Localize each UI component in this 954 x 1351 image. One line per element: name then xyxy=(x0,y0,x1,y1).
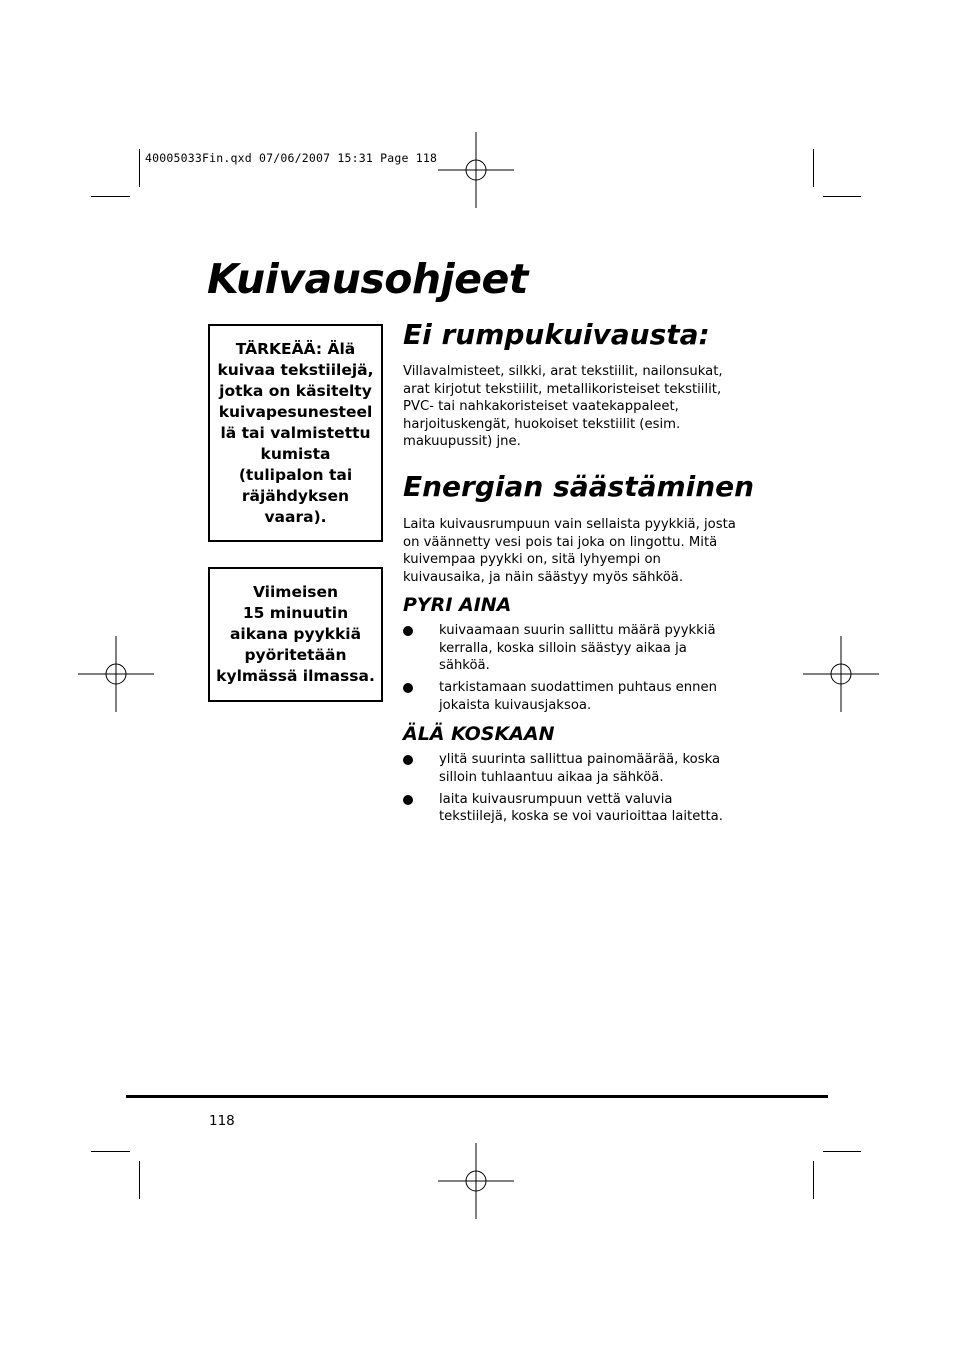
text-line: laita kuivausrumpuun vettä valuvia xyxy=(439,791,673,807)
tip-line: aikana pyykkiä xyxy=(229,625,362,643)
list-item xyxy=(403,791,748,826)
tip-line: kylmässä ilmassa. xyxy=(216,667,375,685)
no-tumble-text xyxy=(403,363,748,451)
warning-line: vaara). xyxy=(264,508,327,526)
warning-line: räjähdyksen xyxy=(241,487,350,505)
tip-line: 15 minuutin xyxy=(242,604,349,622)
text-line: kuivausaika, ja näin säästyy myös sähköä. xyxy=(403,569,684,585)
registration-mark-bottom xyxy=(438,1143,514,1219)
text-line: kerralla, koska silloin säästyy aikaa ja xyxy=(439,640,687,656)
warning-line: jotka on käsitelty xyxy=(219,382,372,400)
text-line: sähköä. xyxy=(439,658,490,674)
text-line: harjoituskengät, huokoiset tekstiilit (esim. xyxy=(403,416,681,432)
footer-rule xyxy=(126,1095,828,1098)
text-line: tarkistamaan suodattimen puhtaus ennen xyxy=(439,680,717,696)
text-line: on väännetty vesi pois tai joka on lingottu. Mitä xyxy=(403,534,718,550)
list-item xyxy=(403,622,748,675)
list-item xyxy=(403,679,748,714)
page-number: 118 xyxy=(209,1113,235,1129)
warning-line: kuivapesunesteel xyxy=(218,403,373,421)
text-line: Laita kuivausrumpuun vain sellaista pyykkiä, josta xyxy=(403,517,736,532)
registration-mark-top xyxy=(438,132,514,208)
subheading-never: ÄLÄ KOSKAAN xyxy=(403,723,555,745)
page-title: Kuivausohjeet xyxy=(207,255,528,303)
warning-line: kuivaa tekstiilejä, xyxy=(217,361,374,379)
text-line: kuivempaa pyykki on, sitä lyhyempi on xyxy=(403,552,661,568)
never-list xyxy=(403,751,748,830)
section-heading-energy: Energian säästäminen xyxy=(403,470,755,503)
tip-box xyxy=(208,567,383,702)
section-heading-no-tumble: Ei rumpukuivausta: xyxy=(403,318,710,351)
subheading-always: PYRI AINA xyxy=(403,594,512,616)
text-line: jokaista kuivausjaksoa. xyxy=(439,697,592,713)
text-line: ylitä suurinta sallittua painomäärää, koska xyxy=(439,752,721,767)
tip-line: Viimeisen xyxy=(252,583,339,601)
list-item xyxy=(403,751,748,786)
text-line: PVC- tai nahkakoristeiset vaatekappaleet, xyxy=(403,399,679,415)
bullet-icon xyxy=(403,626,413,636)
registration-mark-right xyxy=(803,636,879,712)
warning-box xyxy=(208,324,383,542)
energy-text xyxy=(403,516,748,586)
bullet-icon xyxy=(403,755,413,765)
always-list xyxy=(403,622,748,719)
text-line: Villavalmisteet, silkki, arat tekstiilit, nailonsukat, xyxy=(403,364,723,379)
warning-line: TÄRKEÄÄ: Älä xyxy=(235,340,356,358)
text-line: makuupussit) jne. xyxy=(403,434,521,450)
tip-line: pyöritetään xyxy=(244,646,347,664)
text-line: kuivaamaan suurin sallittu määrä pyykkiä xyxy=(439,623,716,638)
warning-line: lä tai valmistettu xyxy=(220,424,371,442)
registration-mark-left xyxy=(78,636,154,712)
warning-line: (tulipalon tai xyxy=(238,466,353,484)
bullet-icon xyxy=(403,683,413,693)
text-line: silloin tuhlaantuu aikaa ja sähköä. xyxy=(439,769,664,785)
bullet-icon xyxy=(403,795,413,805)
print-slug: 40005033Fin.qxd 07/06/2007 15:31 Page 118 xyxy=(145,151,438,165)
warning-line: kumista xyxy=(260,445,331,463)
text-line: arat kirjotut tekstiilit, metallikoristeiset tekstiilit, xyxy=(403,381,722,397)
text-line: tekstiilejä, koska se voi vaurioittaa laitetta. xyxy=(439,809,723,825)
